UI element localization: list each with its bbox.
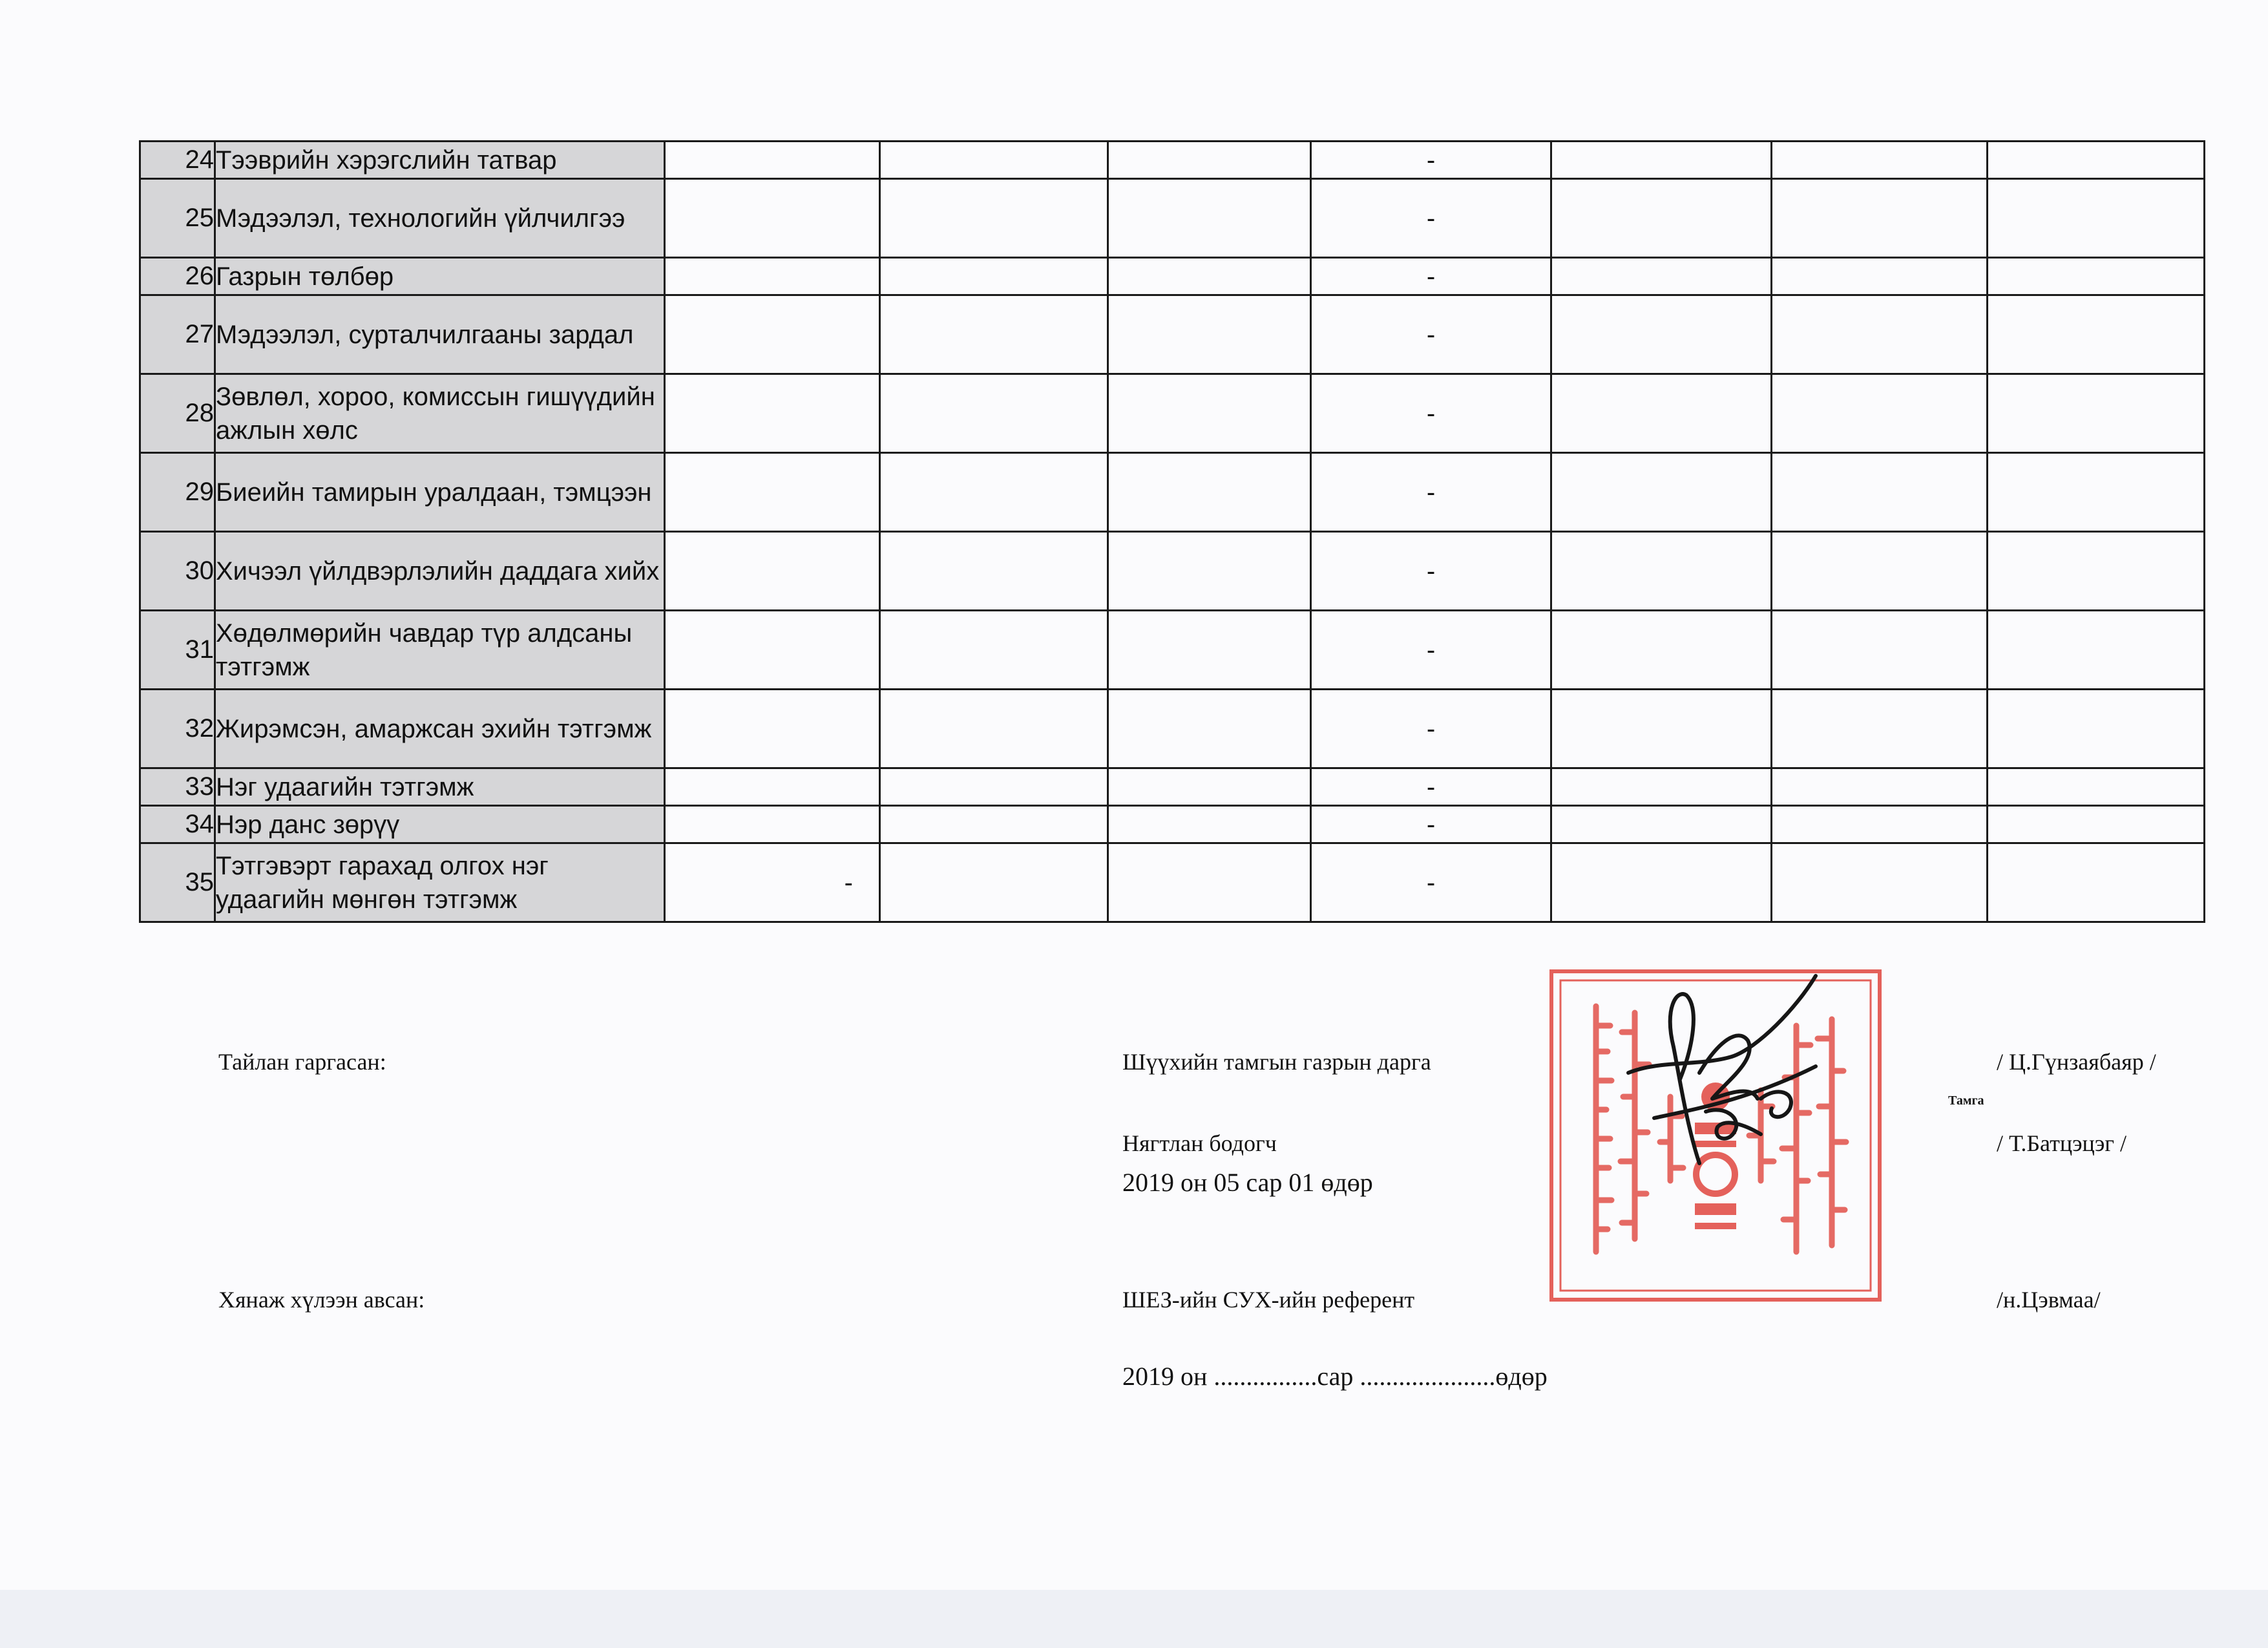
accountant-name: / Т.Батцэцэг / bbox=[1997, 1130, 2127, 1156]
cell-col1 bbox=[665, 258, 880, 295]
table-row bbox=[140, 768, 2205, 806]
stamp-label: Тамга bbox=[1948, 1093, 1984, 1108]
table-row bbox=[140, 258, 2205, 295]
row-number: 30 bbox=[140, 532, 215, 611]
date-received: 2019 он ................сар .....................өдөр bbox=[1122, 1362, 1548, 1391]
head-name: / Ц.Гүнзаябаяр / bbox=[1997, 1049, 2156, 1075]
row-label: Хөдөлмөрийн чавдар түр алдсаны тэтгэмж bbox=[215, 611, 665, 690]
cell-col4: - bbox=[1311, 179, 1551, 258]
cell-col1: - bbox=[665, 843, 880, 922]
row-number: 26 bbox=[140, 258, 215, 295]
cell-col4: - bbox=[1311, 806, 1551, 843]
row-label: Газрын төлбөр bbox=[215, 258, 665, 295]
table-row bbox=[140, 179, 2205, 258]
table-row bbox=[140, 142, 2205, 179]
row-number: 34 bbox=[140, 806, 215, 843]
row-number: 31 bbox=[140, 611, 215, 690]
cell-col4: - bbox=[1311, 374, 1551, 453]
cell-col4: - bbox=[1311, 295, 1551, 374]
accountant-title: Нягтлан бодогч bbox=[1122, 1130, 1277, 1156]
row-label: Хичээл үйлдвэрлэлийн даддага хийх bbox=[215, 532, 665, 611]
cell-col1 bbox=[665, 768, 880, 806]
cell-col1 bbox=[665, 179, 880, 258]
cell-col1 bbox=[665, 532, 880, 611]
cell-col1 bbox=[665, 142, 880, 179]
report-made-label: Тайлан гаргасан: bbox=[218, 1049, 386, 1075]
row-number: 25 bbox=[140, 179, 215, 258]
row-number: 27 bbox=[140, 295, 215, 374]
table-row bbox=[140, 611, 2205, 690]
reviewed-label: Хянаж хүлээн авсан: bbox=[218, 1287, 425, 1313]
cell-col4: - bbox=[1311, 843, 1551, 922]
row-label: Мэдээлэл, сурталчилгааны зардал bbox=[215, 295, 665, 374]
row-label: Нэг удаагийн тэтгэмж bbox=[215, 768, 665, 806]
table-row bbox=[140, 843, 2205, 922]
cell-col1 bbox=[665, 295, 880, 374]
table-row bbox=[140, 806, 2205, 843]
row-number: 28 bbox=[140, 374, 215, 453]
table-row bbox=[140, 453, 2205, 532]
head-title: Шүүхийн тамгын газрын дарга bbox=[1122, 1049, 1431, 1075]
referent-name: /н.Цэвмаа/ bbox=[1997, 1287, 2101, 1313]
cell-col4: - bbox=[1311, 142, 1551, 179]
table-row bbox=[140, 374, 2205, 453]
row-number: 35 bbox=[140, 843, 215, 922]
row-number: 29 bbox=[140, 453, 215, 532]
cell-col1 bbox=[665, 453, 880, 532]
cell-col1 bbox=[665, 374, 880, 453]
referent-title: ШЕЗ-ийн СУХ-ийн референт bbox=[1122, 1287, 1415, 1313]
row-label: Тэтгэвэрт гарахад олгох нэг удаагийн мөнгөн тэтгэмж bbox=[215, 843, 665, 922]
expense-report-table bbox=[139, 140, 2205, 923]
row-label: Биеийн тамирын уралдаан, тэмцээн bbox=[215, 453, 665, 532]
row-number: 24 bbox=[140, 142, 215, 179]
cell-col1 bbox=[665, 690, 880, 768]
row-number: 32 bbox=[140, 690, 215, 768]
row-label: Нэр данс зөрүү bbox=[215, 806, 665, 843]
cell-col4: - bbox=[1311, 768, 1551, 806]
table-row bbox=[140, 532, 2205, 611]
cell-col1 bbox=[665, 806, 880, 843]
cell-col1 bbox=[665, 611, 880, 690]
cell-col4: - bbox=[1311, 690, 1551, 768]
row-label: Тээврийн хэрэгслийн татвар bbox=[215, 142, 665, 179]
cell-col4: - bbox=[1311, 258, 1551, 295]
row-number: 33 bbox=[140, 768, 215, 806]
date-signed: 2019 он 05 сар 01 өдөр bbox=[1122, 1168, 1373, 1197]
table-row bbox=[140, 295, 2205, 374]
row-label: Зөвлөл, хороо, комиссын гишүүдийн ажлын хөлс bbox=[215, 374, 665, 453]
row-label: Жирэмсэн, амаржсан эхийн тэтгэмж bbox=[215, 690, 665, 768]
table-row bbox=[140, 690, 2205, 768]
row-label: Мэдээлэл, технологийн үйлчилгээ bbox=[215, 179, 665, 258]
cell-col4: - bbox=[1311, 453, 1551, 532]
cell-col4: - bbox=[1311, 532, 1551, 611]
scan-margin bbox=[0, 1590, 2268, 1648]
cell-col4: - bbox=[1311, 611, 1551, 690]
handwritten-signature-icon bbox=[1602, 969, 1861, 1183]
